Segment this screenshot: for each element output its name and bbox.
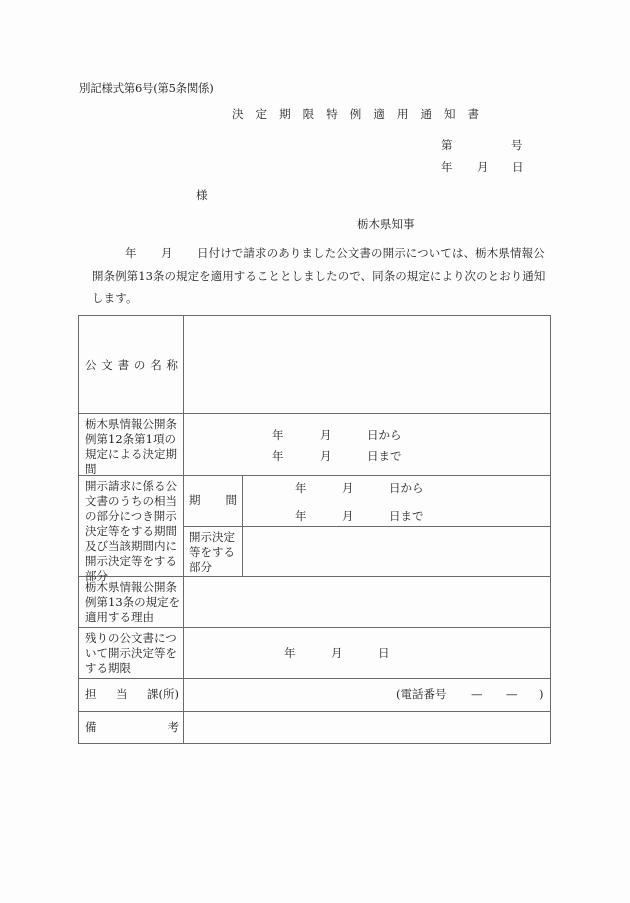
disclosure-part-field[interactable] — [245, 528, 548, 574]
label-period: 期 間 — [189, 493, 237, 507]
document-title: 決 定 期 限 特 例 適 用 通 知 書 — [232, 107, 484, 121]
period-to-day: 日まで — [389, 509, 424, 523]
number-suffix: 号 — [511, 138, 523, 152]
period-to-month: 月 — [342, 509, 354, 523]
remarks-field[interactable] — [185, 713, 548, 742]
deadline-day: 日 — [378, 646, 390, 660]
phone-dash-2: — — [506, 687, 518, 701]
sub-row-divider — [183, 526, 550, 527]
issue-date-year: 年 — [441, 160, 453, 174]
form-identifier: 別記様式第6号(第5条関係) — [79, 81, 214, 95]
label-application-reason: 栃木県情報公開条 例第13条の規定を 適用する理由 — [85, 580, 181, 624]
number-prefix: 第 — [441, 138, 453, 152]
label-decision-period: 栃木県情報公開条 例第12条第1項の 規定による決定期 間 — [85, 417, 177, 476]
period-from-year: 年 — [295, 481, 307, 495]
decision-period-from-year: 年 — [272, 428, 284, 442]
row-divider — [79, 678, 550, 679]
body-month: 月 — [161, 246, 173, 260]
addressee-honorific: 様 — [196, 188, 208, 202]
decision-period-to-day: 日まで — [367, 449, 402, 463]
row-divider — [79, 711, 550, 712]
decision-period-to-year: 年 — [272, 449, 284, 463]
period-to-year: 年 — [295, 509, 307, 523]
label-responsible-section: 担 当 課(所) — [85, 687, 179, 701]
body-year: 年 — [125, 246, 137, 260]
decision-period-to-month: 月 — [320, 449, 332, 463]
issue-date-day: 日 — [512, 160, 524, 174]
notice-table — [78, 315, 551, 744]
issue-date-month: 月 — [477, 160, 489, 174]
label-remaining-deadline: 残りの公文書につ いて開示決定等を する期限 — [85, 631, 177, 675]
period-from-day: 日から — [389, 481, 424, 495]
phone-dash-1: — — [471, 687, 483, 701]
deadline-month: 月 — [331, 646, 343, 660]
body-line-1: 日付けで請求のありました公文書の開示については、栃木県情報公 — [197, 246, 545, 260]
body-line-3: します。 — [92, 291, 138, 305]
decision-period-from-day: 日から — [367, 428, 402, 442]
sub-column-divider — [242, 475, 243, 576]
label-document-name: 公 文 書 の 名 称 — [85, 358, 178, 372]
label-partial-disclosure: 開示請求に係る公 文書のうちの相当 の部分につき開示 決定等をする期間 及び当該期間内に 開示決定等をする 部分 — [85, 479, 177, 583]
row-divider — [79, 413, 550, 414]
sender-name: 栃木県知事 — [357, 217, 415, 231]
row-divider — [79, 627, 550, 628]
period-from-month: 月 — [342, 481, 354, 495]
decision-period-from-month: 月 — [320, 428, 332, 442]
document-name-field[interactable] — [185, 318, 548, 411]
phone-number-label: (電話番号 — [396, 687, 447, 701]
label-disclosure-part: 開示決定 等をする 部分 — [189, 530, 235, 574]
body-line-2: 開条例第13条の規定を適用することとしましたので、同条の規定により次のとおり通知 — [92, 269, 546, 283]
application-reason-field[interactable] — [185, 578, 548, 625]
label-remarks: 備 考 — [85, 720, 179, 734]
phone-close-paren: ) — [539, 687, 544, 701]
deadline-year: 年 — [284, 646, 296, 660]
label-column-divider — [183, 316, 184, 744]
